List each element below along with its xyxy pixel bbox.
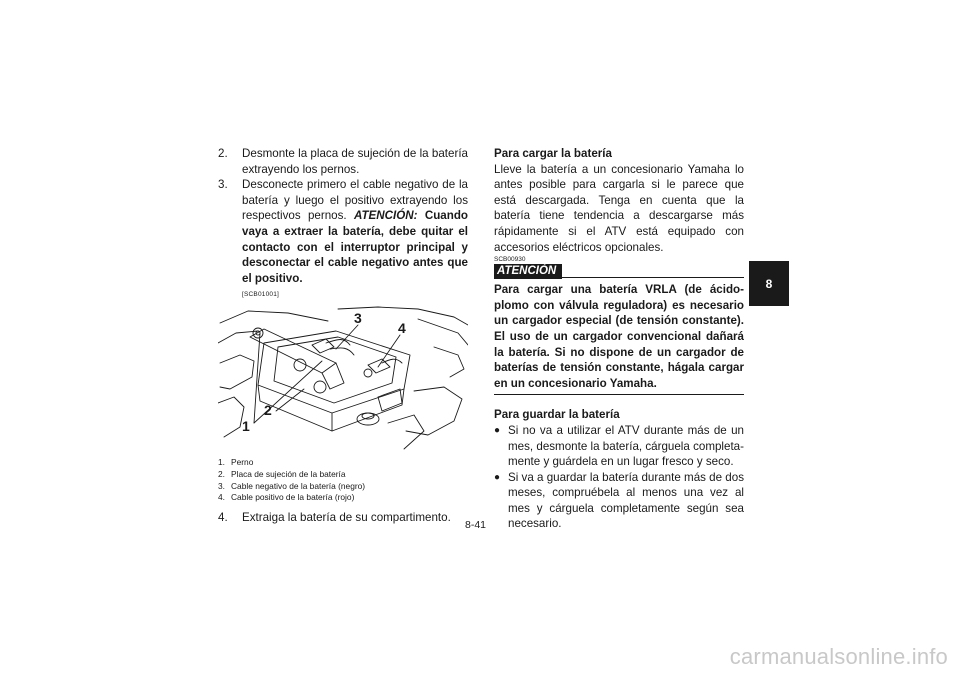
caption-text: Cable negativo de la batería (negro) — [231, 480, 366, 491]
step-text: Desmonte la placa de sujeción de la batería extrayendo los pernos. — [242, 147, 468, 176]
figure-captions — [218, 457, 468, 503]
figure-label-4: 4 — [398, 320, 406, 337]
caption-item — [218, 481, 468, 493]
step-number: 4. — [218, 510, 228, 524]
watermark: carmanualsonline.info — [729, 644, 948, 669]
step-number: 3. — [218, 178, 228, 192]
bullet-icon: ● — [494, 471, 501, 483]
left-column — [218, 146, 468, 525]
warning-text: Cuando vaya a extraer la batería, debe quitar el contacto con el interruptor principal y desconectar el cable negativo antes que el positivo. — [242, 209, 468, 285]
notice-text: Para cargar una batería VRLA (de ácido-plomo con válvula reguladora) es necesario un cargador especial (de tensión constante). El uso de un cargador convencional dañará la batería. Si no dispone de un cargador de baterías de tensión constante, hágala cargar en un concesionario Yamaha. — [494, 282, 744, 395]
caption-number: 4. — [218, 492, 225, 503]
caption-number: 2. — [218, 468, 225, 479]
figure-label-3: 3 — [354, 310, 362, 327]
notice-rule — [552, 277, 744, 278]
caption-text: Perno — [231, 457, 254, 468]
figure-label-2: 2 — [264, 402, 272, 419]
list-item — [494, 423, 744, 470]
notice-code: SCB00930 — [494, 256, 526, 264]
charge-heading: Para cargar la batería — [494, 147, 612, 160]
list-item — [494, 470, 744, 532]
step-number: 2. — [218, 147, 228, 160]
step-text: Extraiga la batería de su compartimento. — [242, 510, 451, 524]
figure-label-1: 1 — [242, 418, 250, 435]
reference-code: [SCB01001] — [242, 291, 280, 299]
notice-header — [494, 264, 744, 280]
page-number: 8-41 — [465, 519, 487, 531]
caption-item — [218, 492, 468, 504]
charge-paragraph: Lleve la batería a un concesionario Yamaha lo antes posible para cargarla si le parece que está descargada. Tenga en cuenta que la batería tiene tendencia a descargarse más rápidamente si el ATV está equipado con accesorios eléctricos opcionales. — [494, 162, 744, 254]
notice-label: ATENCIÓN — [494, 264, 562, 279]
store-heading: Para guardar la batería — [494, 408, 620, 422]
caption-number: 1. — [218, 457, 225, 468]
bullet-icon: ● — [494, 424, 501, 436]
chapter-tab: 8 — [749, 261, 789, 306]
spacer — [494, 395, 744, 407]
battery-illustration — [218, 303, 468, 451]
caption-text: Cable positivo de la batería (rojo) — [231, 492, 355, 503]
step-2 — [218, 146, 468, 177]
caption-item — [218, 469, 468, 481]
caption-number: 3. — [218, 480, 225, 491]
warning-label: ATENCIÓN: — [353, 209, 418, 223]
step-4 — [218, 510, 468, 526]
list-item-text: Si no va a utilizar el ATV durante más de un mes, desmonte la batería, cárguela completamente y guárdela en un lugar fresco y seco. — [508, 423, 744, 469]
step-text: Desconecte primero el cable negativo de la batería y luego el positivo extrayendo los respectivos pernos. — [242, 178, 468, 223]
step-3 — [218, 177, 468, 299]
caption-text: Placa de sujeción de la batería — [231, 468, 346, 479]
caption-item — [218, 457, 468, 469]
right-column — [494, 146, 744, 532]
list-item-text: Si va a guardar la batería durante más de dos meses, compruébela al menos una vez al mes y cárguela completamente según sea necesario. — [508, 470, 744, 531]
